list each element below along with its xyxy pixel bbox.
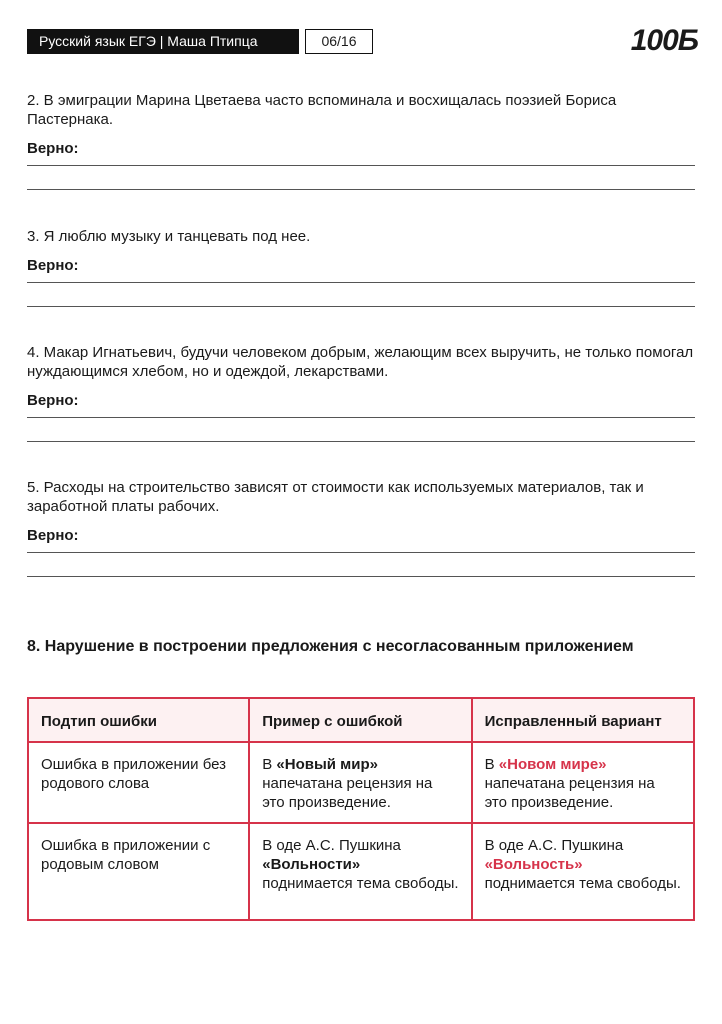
subtype-cell: Ошибка в приложении с родовым словом — [28, 823, 249, 920]
answer-label: Верно: — [27, 392, 79, 409]
example-text: напечатана рецензия на это произведение. — [484, 775, 655, 811]
task-text: 4. Макар Игнатьевич, будучи человеком добрым, желающим всех выручить, не только помогал нуждающимся хлебом, но и одеждой, лекарствами. — [27, 344, 694, 380]
answer-line — [27, 417, 695, 418]
wrong-example-cell — [249, 823, 471, 920]
highlighted-phrase: «Новом мире» — [498, 756, 607, 773]
answer-label: Верно: — [27, 257, 79, 274]
answer-line — [27, 165, 695, 166]
task-5 — [27, 478, 695, 600]
answer-line — [27, 189, 695, 190]
fixed-example-cell — [472, 742, 694, 823]
answer-line — [27, 441, 695, 442]
error-table — [27, 697, 695, 921]
answer-label: Верно: — [27, 527, 79, 544]
answer-line — [27, 576, 695, 577]
example-text: напечатана рецензия на это произведение. — [262, 775, 433, 811]
table-row — [28, 742, 694, 823]
example-text: поднимается тема свободы. — [262, 875, 459, 892]
task-text: 5. Расходы на строительство зависят от стоимости как используемых материалов, так и заработной платы рабочих. — [27, 479, 644, 515]
task-text: 3. Я люблю музыку и танцевать под нее. — [27, 228, 311, 245]
fixed-example-cell — [472, 823, 694, 920]
brand-logo: 100Б — [630, 24, 698, 57]
example-text: В — [262, 756, 277, 773]
header-title: Русский язык ЕГЭ | Маша Птипца — [27, 29, 299, 54]
example-text: поднимается тема свободы. — [484, 875, 681, 892]
example-text: В оде А.С. Пушкина — [484, 837, 624, 854]
answer-label: Верно: — [27, 140, 79, 157]
highlighted-phrase: «Вольность» — [484, 856, 583, 873]
answer-line — [27, 306, 695, 307]
answer-line — [27, 552, 695, 553]
page-number: 06/16 — [305, 29, 373, 54]
highlighted-phrase: «Вольности» — [262, 856, 361, 873]
example-text: В оде А.С. Пушкина — [262, 837, 401, 854]
table-row — [28, 823, 694, 920]
task-3 — [27, 227, 695, 330]
table-header: Исправленный вариант — [472, 698, 694, 742]
task-2 — [27, 91, 695, 213]
table-header: Пример с ошибкой — [249, 698, 471, 742]
wrong-example-cell — [249, 742, 471, 823]
task-text: 2. В эмиграции Марина Цветаева часто вспоминала и восхищалась поэзией Бориса Пастернака. — [27, 92, 617, 128]
example-text: В — [484, 756, 499, 773]
highlighted-phrase: «Новый мир» — [276, 756, 379, 773]
section-title: 8. Нарушение в построении предложения с несогласованным приложением — [27, 638, 634, 655]
answer-line — [27, 282, 695, 283]
subtype-cell: Ошибка в приложении без родового слова — [28, 742, 249, 823]
table-header: Подтип ошибки — [28, 698, 249, 742]
task-4 — [27, 343, 695, 465]
